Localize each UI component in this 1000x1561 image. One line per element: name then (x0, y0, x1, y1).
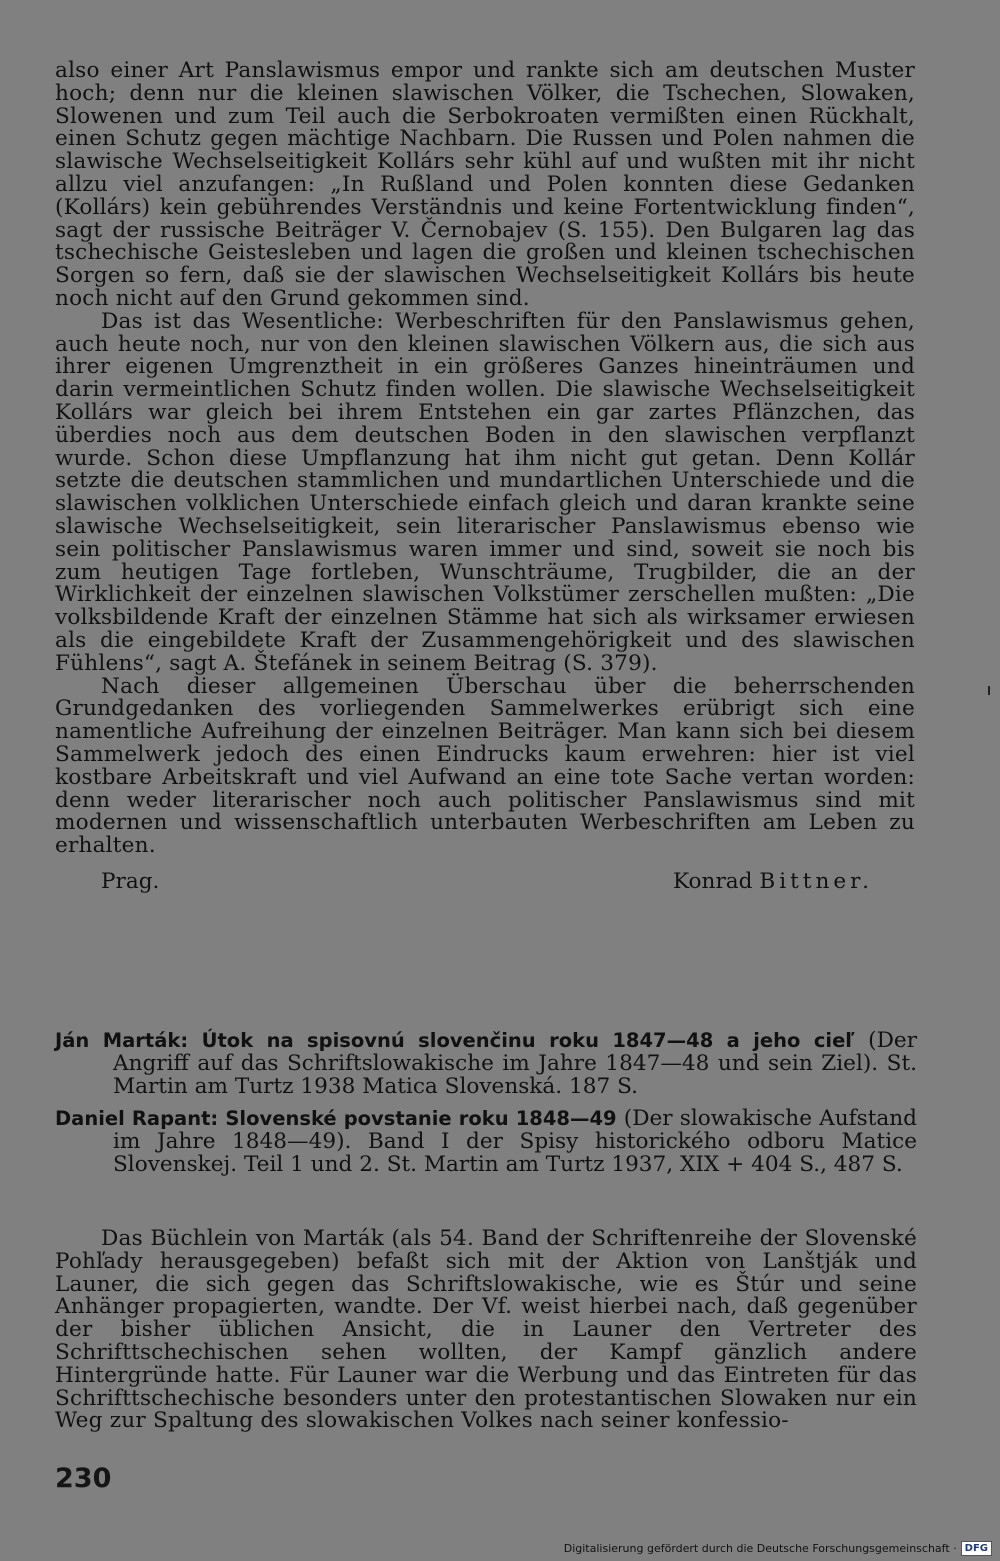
paragraph-3: Nach dieser allgemeinen Überschau über die beherrschenden Grundgedanken des vorliegenden Sammelwerkes erübrigt sich eine namentliche Aufreihung der einzelnen Beiträger. Man kann sich bei diesem Sammelwerk jedoch des einen Eindrucks kaum erwehren: hier ist viel kostbare Arbeitskraft und viel Aufwand an eine tote Sache vertan worden: denn weder literarischer noch auch politischer Panslawismus sind mit modernen und wissenschaftlich unterbauten Werbeschriften am Leben zu erhalten. (55, 673, 915, 859)
reference-details: (Der slowakische Aufstand im Jahre 1848—49). Band I der Spisy historického odboru Matice Slovenskej. Teil 1 und 2. St. Martin am Turtz 1937, XIX + 404 S., 487 S. (113, 1106, 918, 1177)
signature-place: Prag. (101, 868, 160, 894)
review-paragraph: Das Büchlein von Marták (als 54. Band der Schriftenreihe der Slovenské Pohľady herausgegeben) befaßt sich mit der Aktion von Lanštják und Launer, die sich gegen das Schriftslowakische, wie es Štúr und seine Anhänger propagierten, wandte. Der Vf. weist hierbei nach, daß gegenüber der bisher üblichen Ansicht, die in Launer den Vertreter des Schrifttschechischen sehen wollten, der Kampf gänzlich andere Hintergründe hatte. Für Launer war die Werbung und das Eintreten für das Schrifttschechische besonders unter den protestantischen Slowaken nur ein Weg zur Spaltung des slowakischen Volkes nach seiner konfessio- (55, 1226, 917, 1434)
signature-author (673, 870, 873, 893)
footer-text: Digitalisierung gefördert durch die Deutsche Forschungsgemeinschaft · (563, 1542, 957, 1555)
signature-last-name: Bittner. (759, 868, 873, 894)
margin-mark (988, 686, 990, 695)
reference-martak (55, 1030, 917, 1098)
review-references (55, 1030, 917, 1187)
reference-author: Daniel Rapant: (55, 1107, 219, 1131)
reference-rapant (55, 1108, 917, 1176)
reference-title: Slovenské povstanie roku 1848—49 (225, 1107, 617, 1131)
footer-credit (564, 1541, 992, 1556)
page-number: 230 (55, 1463, 112, 1494)
signature-line (55, 870, 915, 893)
dfg-logo-icon: DFG (961, 1541, 992, 1556)
reference-details: (Der Angriff auf das Schriftslowakische im Jahre 1847—48 und sein Ziel). St. Martin am Turtz 1938 Matica Slovenská. 187 S. (113, 1028, 918, 1099)
paragraph-2: Das ist das Wesentliche: Werbeschriften für den Panslawismus gehen, auch heute noch, nur von den kleinen slawischen Völkern aus, die sich aus ihrer eigenen Umgrenztheit in ein größeres Ganzes hineinträumen und darin vermeintlichen Schutz finden wollen. Die slawische Wechselseitigkeit Kollárs war gleich bei ihrem Entstehen ein gar zartes Pflänzchen, das überdies noch aus dem deutschen Boden in den slawischen verpflanzt wurde. Schon diese Umpflanzung hat ihm nicht gut getan. Denn Kollár setzte die deutschen stammlichen und mundartlichen Unterschiede und die slawischen volklichen Unterschiede einfach gleich und daran krankte seine slawische Wechselseitigkeit, sein literarischer Panslawismus ebenso wie sein politischer Panslawismus waren immer und sind, soweit sie noch bis zum heutigen Tage fortleben, Wunschträume, Trugbilder, die an der Wirklichkeit der einzelnen slawischen Volkstümer zerschellen mußten: „Die volksbildende Kraft der einzelnen Stämme hat sich als wirksamer erwiesen als die eingebildete Kraft der Zusammengehörigkeit und des slawischen Fühlens“, sagt A. Štefánek in seinem Beitrag (S. 379). (55, 308, 915, 676)
article-continuation (55, 60, 915, 893)
reference-author: Ján Marták: (55, 1029, 189, 1052)
reference-title: Útok na spisovnú slovenčinu roku 1847—48 a jeho cieľ (201, 1029, 855, 1052)
review-body (55, 1228, 917, 1433)
paragraph-1: also einer Art Panslawismus empor und rankte sich am deutschen Muster hoch; denn nur die kleinen slawischen Völker, die Tschechen, Slowaken, Slowenen und zum Teil auch die Serbokroaten vermißten einen Rückhalt, einen Schutz gegen mächtige Nachbarn. Die Russen und Polen nahmen die slawische Wechselseitigkeit Kollárs sehr kühl auf und wußten mit ihr nicht allzu viel anzufangen: „In Rußland und Polen konnten diese Gedanken (Kollárs) kein gebührendes Verständnis und keine Fortentwicklung finden“, sagt der russische Beiträger V. Černobajev (S. 155). Den Bulgaren lag das tschechische Geistesleben und lagen die großen und kleinen tschechischen Sorgen so fern, daß sie der slawischen Wechselseitigkeit Kollárs bis heute noch nicht auf den Grund gekommen sind. (55, 58, 915, 311)
signature-first-name: Konrad (673, 868, 753, 894)
